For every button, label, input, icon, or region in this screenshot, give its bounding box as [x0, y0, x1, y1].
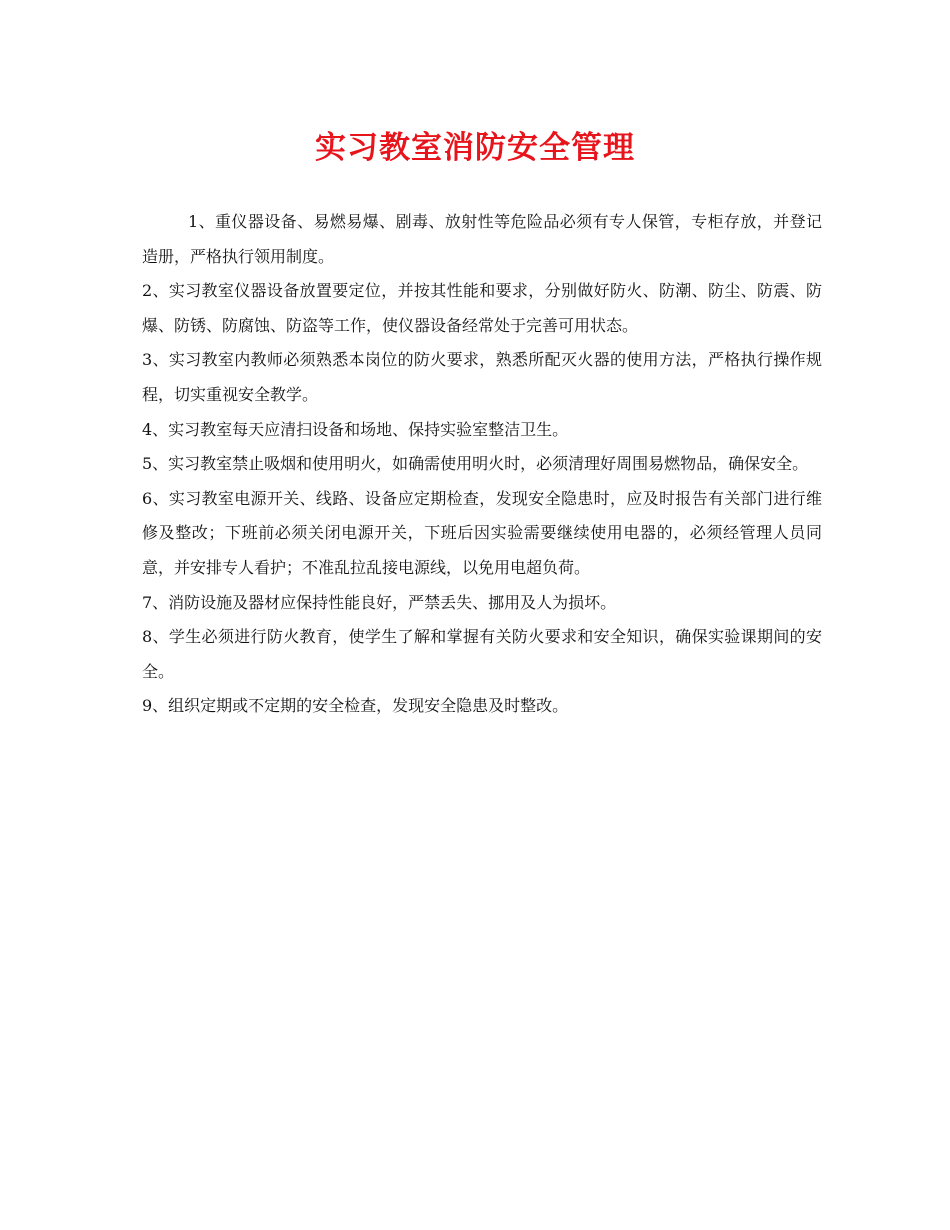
rule-item-2: 2、实习教室仪器设备放置要定位，并按其性能和要求，分别做好防火、防潮、防尘、防震、防爆、防锈、防腐蚀、防盗等工作，使仪器设备经常处于完善可用状态。	[142, 281, 822, 335]
document-title: 实习教室消防安全管理	[315, 130, 635, 166]
document-body	[142, 205, 822, 724]
rule-item-9: 9、组织定期或不定期的安全检查，发现安全隐患及时整改。	[142, 696, 569, 716]
rule-item-1: 1、重仪器设备、易燃易爆、剧毒、放射性等危险品必须有专人保管，专柜存放，并登记造册，严格执行领用制度。	[142, 212, 822, 266]
rule-item-8: 8、学生必须进行防火教育，使学生了解和掌握有关防火要求和安全知识，确保实验课期间的安全。	[142, 627, 822, 681]
rule-item-4: 4、实习教室每天应清扫设备和场地、保持实验室整洁卫生。	[142, 419, 569, 439]
rule-item-3: 3、实习教室内教师必须熟悉本岗位的防火要求，熟悉所配灭火器的使用方法，严格执行操作规程，切实重视安全教学。	[142, 350, 822, 404]
rule-item-6: 6、实习教室电源开关、线路、设备应定期检查，发现安全隐患时，应及时报告有关部门进行维修及整改；下班前必须关闭电源开关，下班后因实验需要继续使用电器的，必须经管理人员同意，并安排专人看护；不准乱拉乱接电源线，以免用电超负荷。	[142, 488, 822, 577]
rule-item-5: 5、实习教室禁止吸烟和使用明火，如确需使用明火时，必须清理好周围易燃物品，确保安全。	[142, 454, 809, 474]
rule-item-7: 7、消防设施及器材应保持性能良好，严禁丢失、挪用及人为损坏。	[142, 592, 617, 612]
